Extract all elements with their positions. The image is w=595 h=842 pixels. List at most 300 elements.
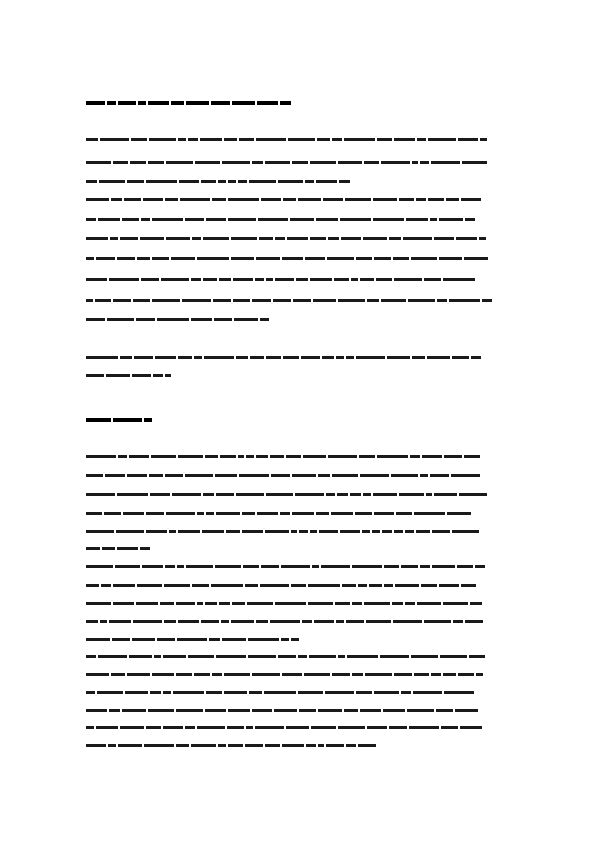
text-word bbox=[117, 257, 135, 260]
text-line bbox=[86, 194, 510, 204]
text-word bbox=[163, 655, 186, 658]
text-word bbox=[169, 530, 176, 533]
text-word bbox=[298, 691, 323, 694]
text-word bbox=[118, 455, 127, 458]
text-word bbox=[197, 512, 204, 515]
text-word bbox=[461, 198, 481, 201]
text-word bbox=[151, 455, 176, 458]
text-word bbox=[281, 638, 289, 641]
text-word bbox=[86, 299, 93, 302]
text-word bbox=[367, 726, 387, 729]
text-line bbox=[86, 616, 510, 626]
text-line bbox=[86, 543, 510, 553]
text-line bbox=[86, 722, 510, 732]
text-word bbox=[124, 198, 141, 201]
text-word bbox=[252, 709, 272, 712]
text-word bbox=[176, 709, 203, 712]
text-word bbox=[369, 584, 382, 587]
text-word bbox=[256, 620, 268, 623]
text-word bbox=[339, 180, 350, 183]
text-word bbox=[457, 565, 473, 568]
text-word bbox=[391, 474, 418, 477]
text-word bbox=[215, 474, 237, 477]
text-word bbox=[296, 278, 308, 281]
text-word bbox=[232, 602, 245, 605]
text-word bbox=[249, 691, 262, 694]
text-word bbox=[326, 493, 335, 496]
text-word bbox=[428, 138, 456, 141]
text-word bbox=[328, 237, 339, 240]
text-word bbox=[141, 218, 150, 221]
text-word bbox=[203, 237, 229, 240]
text-word bbox=[439, 218, 463, 221]
text-word bbox=[288, 138, 315, 141]
text-word bbox=[110, 237, 118, 240]
text-word bbox=[86, 709, 107, 712]
text-word bbox=[166, 161, 193, 164]
text-word bbox=[117, 547, 138, 550]
text-word bbox=[443, 278, 475, 281]
text-word bbox=[125, 691, 148, 694]
text-word bbox=[86, 726, 94, 729]
text-word bbox=[377, 138, 392, 141]
text-word bbox=[157, 318, 189, 321]
text-word bbox=[201, 180, 216, 183]
text-word bbox=[218, 180, 226, 183]
text-word bbox=[338, 726, 365, 729]
text-word bbox=[219, 602, 230, 605]
text-word bbox=[243, 565, 259, 568]
text-word bbox=[377, 455, 408, 458]
text-word bbox=[482, 299, 492, 302]
text-word bbox=[246, 455, 254, 458]
text-word bbox=[344, 709, 358, 712]
text-word bbox=[461, 584, 476, 587]
text-word bbox=[420, 474, 428, 477]
text-word bbox=[148, 161, 164, 164]
text-word bbox=[308, 602, 333, 605]
text-word bbox=[117, 493, 148, 496]
text-word bbox=[462, 161, 487, 164]
text-word bbox=[342, 584, 356, 587]
text-word bbox=[389, 237, 401, 240]
text-word bbox=[96, 726, 118, 729]
text-line bbox=[86, 451, 510, 461]
text-word bbox=[228, 709, 250, 712]
text-word bbox=[313, 299, 336, 302]
text-word bbox=[340, 218, 371, 221]
text-word bbox=[393, 257, 409, 260]
text-word bbox=[236, 356, 248, 359]
text-word bbox=[291, 530, 297, 533]
text-word bbox=[160, 602, 174, 605]
text-word bbox=[165, 565, 175, 568]
text-word bbox=[186, 101, 209, 105]
text-word bbox=[86, 198, 109, 201]
text-word bbox=[411, 257, 437, 260]
text-word bbox=[317, 138, 330, 141]
text-word bbox=[403, 237, 432, 240]
text-word bbox=[192, 584, 209, 587]
text-word bbox=[105, 474, 125, 477]
text-word bbox=[376, 278, 392, 281]
text-word bbox=[232, 101, 255, 105]
text-word bbox=[412, 161, 418, 164]
text-line bbox=[86, 508, 510, 518]
text-word bbox=[282, 257, 303, 260]
text-word bbox=[396, 512, 412, 515]
text-word bbox=[118, 101, 136, 105]
text-word bbox=[291, 638, 299, 641]
text-word bbox=[165, 198, 178, 201]
text-word bbox=[136, 318, 155, 321]
text-word bbox=[205, 709, 226, 712]
text-word bbox=[407, 709, 434, 712]
text-word bbox=[338, 655, 345, 658]
text-word bbox=[401, 565, 418, 568]
text-word bbox=[261, 198, 281, 201]
text-word bbox=[171, 257, 195, 260]
text-word bbox=[228, 198, 259, 201]
text-word bbox=[231, 257, 254, 260]
text-word bbox=[311, 726, 336, 729]
text-word bbox=[185, 474, 213, 477]
text-word bbox=[346, 744, 356, 747]
text-word bbox=[127, 673, 150, 676]
text-word bbox=[216, 493, 234, 496]
text-word bbox=[185, 218, 204, 221]
text-word bbox=[384, 584, 393, 587]
text-word bbox=[414, 512, 445, 515]
text-word bbox=[98, 655, 127, 658]
text-word bbox=[346, 620, 364, 623]
text-word bbox=[327, 257, 354, 260]
text-word bbox=[234, 318, 258, 321]
text-word bbox=[205, 602, 217, 605]
text-word bbox=[293, 299, 311, 302]
text-word bbox=[131, 138, 147, 141]
text-word bbox=[464, 257, 488, 260]
text-word bbox=[437, 299, 447, 302]
text-word bbox=[132, 374, 151, 377]
text-word bbox=[140, 237, 164, 240]
text-word bbox=[310, 278, 332, 281]
text-word bbox=[310, 237, 326, 240]
text-word bbox=[144, 744, 174, 747]
text-line bbox=[86, 526, 510, 536]
text-word bbox=[122, 709, 146, 712]
text-word bbox=[86, 101, 105, 105]
text-word bbox=[255, 726, 284, 729]
text-word bbox=[248, 655, 276, 658]
text-word bbox=[102, 547, 115, 550]
text-word bbox=[295, 493, 324, 496]
text-word bbox=[129, 455, 149, 458]
text-word bbox=[335, 602, 350, 605]
text-word bbox=[444, 691, 474, 694]
text-word bbox=[137, 257, 150, 260]
text-word bbox=[252, 299, 271, 302]
text-word bbox=[443, 673, 456, 676]
text-word bbox=[266, 493, 293, 496]
text-word bbox=[191, 744, 216, 747]
text-word bbox=[166, 512, 195, 515]
text-word bbox=[373, 198, 397, 201]
text-word bbox=[136, 602, 158, 605]
text-word bbox=[323, 198, 343, 201]
text-word bbox=[328, 455, 357, 458]
text-word bbox=[137, 584, 162, 587]
text-word bbox=[148, 709, 174, 712]
text-word bbox=[116, 530, 144, 533]
text-word bbox=[291, 584, 306, 587]
text-line bbox=[86, 687, 510, 697]
text-line bbox=[86, 651, 510, 661]
text-word bbox=[316, 180, 337, 183]
text-word bbox=[226, 530, 240, 533]
text-word bbox=[366, 620, 391, 623]
text-word bbox=[458, 138, 478, 141]
text-word bbox=[122, 218, 139, 221]
text-word bbox=[164, 584, 190, 587]
text-word bbox=[337, 493, 348, 496]
text-word bbox=[101, 584, 111, 587]
text-word bbox=[471, 356, 481, 359]
text-word bbox=[203, 493, 214, 496]
text-word bbox=[211, 101, 230, 105]
text-word bbox=[200, 138, 222, 141]
text-word bbox=[164, 620, 176, 623]
text-word bbox=[252, 673, 280, 676]
text-word bbox=[360, 709, 381, 712]
text-word bbox=[155, 356, 176, 359]
text-line bbox=[86, 470, 510, 480]
text-word bbox=[381, 161, 410, 164]
text-word bbox=[165, 374, 171, 377]
text-word bbox=[389, 726, 407, 729]
text-word bbox=[86, 565, 113, 568]
text-word bbox=[209, 638, 220, 641]
text-word bbox=[336, 620, 344, 623]
text-word bbox=[166, 237, 190, 240]
text-word bbox=[178, 455, 203, 458]
text-word bbox=[362, 530, 370, 533]
text-line bbox=[86, 580, 510, 590]
text-word bbox=[306, 744, 316, 747]
text-word bbox=[305, 180, 314, 183]
text-word bbox=[149, 138, 176, 141]
text-word bbox=[299, 530, 308, 533]
text-word bbox=[216, 512, 240, 515]
text-word bbox=[152, 257, 169, 260]
text-word bbox=[224, 673, 250, 676]
text-word bbox=[188, 655, 214, 658]
text-word bbox=[191, 318, 212, 321]
text-word bbox=[247, 602, 273, 605]
text-word bbox=[356, 257, 372, 260]
text-word bbox=[409, 726, 439, 729]
text-word bbox=[374, 512, 394, 515]
text-word bbox=[465, 218, 475, 221]
text-word bbox=[140, 547, 150, 550]
text-word bbox=[395, 584, 419, 587]
text-word bbox=[177, 638, 207, 641]
text-word bbox=[265, 530, 289, 533]
text-word bbox=[341, 237, 361, 240]
text-word bbox=[86, 744, 106, 747]
text-word bbox=[113, 161, 128, 164]
text-word bbox=[479, 237, 486, 240]
text-word bbox=[176, 673, 192, 676]
text-word bbox=[441, 726, 458, 729]
text-word bbox=[231, 237, 257, 240]
text-word bbox=[233, 299, 250, 302]
text-word bbox=[280, 512, 290, 515]
text-word bbox=[332, 138, 342, 141]
text-word bbox=[338, 161, 362, 164]
text-word bbox=[248, 638, 279, 641]
text-word bbox=[420, 565, 430, 568]
text-word bbox=[100, 620, 107, 623]
text-word bbox=[194, 356, 202, 359]
text-word bbox=[238, 180, 247, 183]
text-word bbox=[130, 161, 146, 164]
text-word bbox=[180, 198, 210, 201]
text-word bbox=[475, 565, 485, 568]
text-word bbox=[206, 512, 214, 515]
text-word bbox=[86, 530, 114, 533]
text-word bbox=[424, 620, 451, 623]
text-word bbox=[104, 512, 121, 515]
text-word bbox=[150, 493, 170, 496]
text-word bbox=[365, 673, 392, 676]
text-word bbox=[113, 299, 131, 302]
text-word bbox=[165, 474, 183, 477]
text-word bbox=[213, 299, 231, 302]
text-word bbox=[86, 374, 104, 377]
text-word bbox=[228, 744, 243, 747]
text-word bbox=[451, 474, 480, 477]
text-word bbox=[113, 418, 142, 422]
text-word bbox=[432, 530, 450, 533]
text-word bbox=[406, 218, 428, 221]
text-word bbox=[413, 691, 442, 694]
text-word bbox=[178, 356, 192, 359]
text-word bbox=[367, 299, 379, 302]
text-word bbox=[153, 374, 163, 377]
text-word bbox=[212, 673, 222, 676]
text-word bbox=[163, 726, 183, 729]
text-word bbox=[197, 726, 225, 729]
text-line bbox=[86, 489, 510, 499]
text-word bbox=[146, 726, 161, 729]
text-word bbox=[440, 655, 467, 658]
text-word bbox=[146, 512, 164, 515]
text-word bbox=[205, 455, 218, 458]
text-word bbox=[292, 474, 316, 477]
text-word bbox=[86, 180, 97, 183]
text-word bbox=[132, 638, 155, 641]
text-word bbox=[460, 726, 482, 729]
text-word bbox=[141, 278, 159, 281]
text-word bbox=[266, 278, 273, 281]
text-word bbox=[334, 278, 349, 281]
text-word bbox=[373, 493, 397, 496]
text-word bbox=[273, 299, 291, 302]
text-word bbox=[109, 278, 139, 281]
text-word bbox=[113, 584, 135, 587]
text-word bbox=[309, 655, 336, 658]
text-word bbox=[464, 455, 480, 458]
text-word bbox=[238, 455, 244, 458]
text-word bbox=[304, 673, 330, 676]
text-word bbox=[261, 565, 279, 568]
text-word bbox=[394, 138, 415, 141]
text-line bbox=[86, 274, 510, 284]
text-word bbox=[197, 602, 203, 605]
text-word bbox=[344, 138, 375, 141]
text-word bbox=[242, 530, 263, 533]
text-word bbox=[86, 655, 96, 658]
text-word bbox=[106, 374, 130, 377]
text-word bbox=[275, 278, 294, 281]
text-word bbox=[431, 161, 460, 164]
text-word bbox=[152, 218, 183, 221]
text-word bbox=[120, 237, 138, 240]
text-word bbox=[249, 180, 276, 183]
text-word bbox=[310, 530, 317, 533]
text-line bbox=[86, 352, 510, 362]
text-word bbox=[452, 530, 479, 533]
text-word bbox=[157, 638, 175, 641]
text-word bbox=[410, 455, 420, 458]
text-line bbox=[86, 669, 510, 679]
text-word bbox=[286, 726, 309, 729]
text-word bbox=[270, 620, 300, 623]
text-word bbox=[134, 356, 153, 359]
text-word bbox=[393, 620, 422, 623]
text-word bbox=[148, 101, 169, 105]
text-word bbox=[356, 691, 372, 694]
text-word bbox=[480, 138, 487, 141]
text-word bbox=[86, 257, 94, 260]
text-word bbox=[421, 584, 437, 587]
text-line bbox=[86, 295, 510, 305]
text-word bbox=[308, 584, 340, 587]
text-word bbox=[422, 455, 442, 458]
text-word bbox=[274, 709, 297, 712]
text-word bbox=[305, 257, 325, 260]
text-word bbox=[154, 655, 161, 658]
text-word bbox=[86, 493, 115, 496]
text-word bbox=[206, 691, 222, 694]
text-word bbox=[239, 474, 269, 477]
text-word bbox=[86, 237, 108, 240]
text-word bbox=[318, 744, 324, 747]
text-line bbox=[86, 157, 510, 167]
text-word bbox=[434, 493, 457, 496]
text-word bbox=[224, 691, 247, 694]
text-word bbox=[301, 356, 320, 359]
text-word bbox=[412, 356, 425, 359]
text-word bbox=[428, 198, 444, 201]
text-word bbox=[447, 512, 471, 515]
text-word bbox=[214, 318, 232, 321]
text-word bbox=[363, 237, 387, 240]
text-word bbox=[439, 584, 459, 587]
text-word bbox=[178, 620, 199, 623]
text-word bbox=[394, 673, 412, 676]
